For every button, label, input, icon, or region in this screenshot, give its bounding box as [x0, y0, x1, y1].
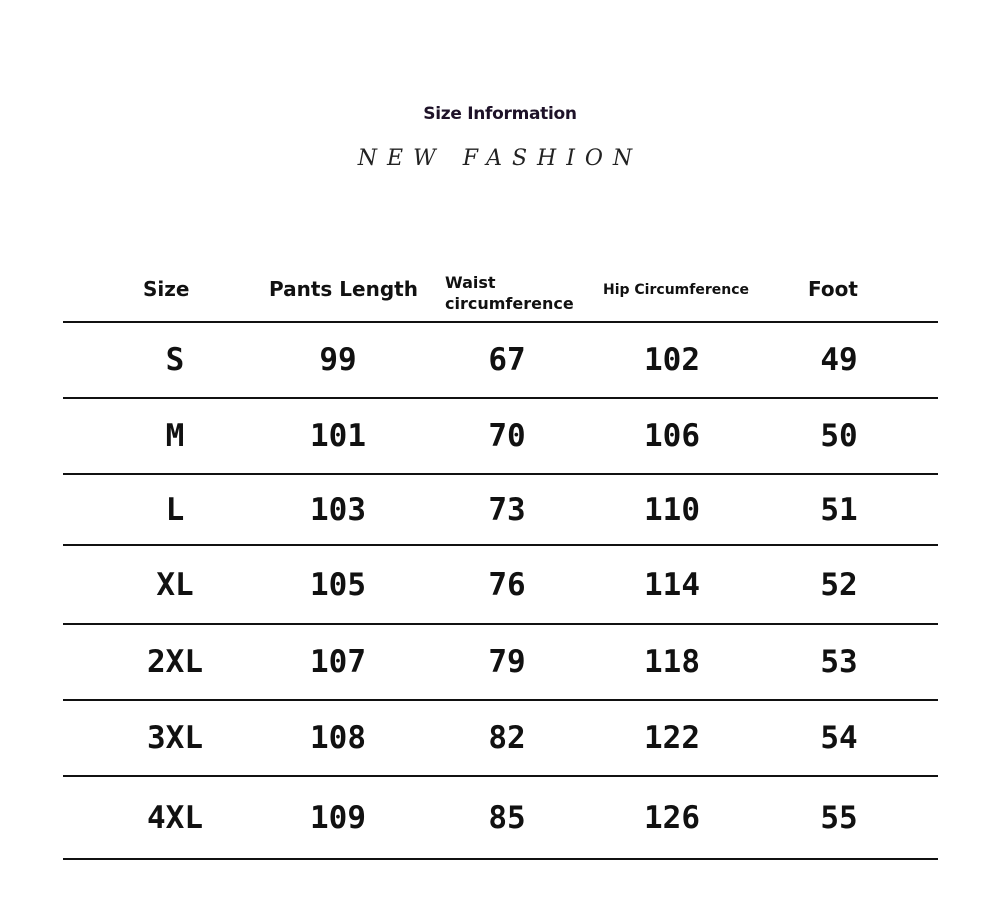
cell-hip: 118 [644, 644, 700, 680]
cell-hip: 126 [644, 800, 700, 836]
cell-pants-length: 99 [319, 342, 357, 378]
header-hip-circumference: Hip Circumference [603, 282, 749, 298]
cell-size: L [165, 492, 185, 528]
cell-waist: 79 [488, 644, 526, 680]
cell-pants-length: 109 [310, 800, 366, 836]
cell-foot: 53 [820, 644, 858, 680]
cell-waist: 70 [488, 418, 526, 454]
cell-size: 4XL [147, 800, 203, 836]
cell-hip: 102 [644, 342, 700, 378]
cell-size: M [165, 418, 185, 454]
cell-foot: 55 [820, 800, 858, 836]
cell-waist: 82 [488, 720, 526, 756]
cell-pants-length: 108 [310, 720, 366, 756]
cell-hip: 114 [644, 567, 700, 603]
cell-hip: 122 [644, 720, 700, 756]
table-row [0, 777, 1000, 859]
cell-waist: 67 [488, 342, 526, 378]
cell-size: 2XL [147, 644, 203, 680]
cell-pants-length: 107 [310, 644, 366, 680]
cell-pants-length: 103 [310, 492, 366, 528]
header-pants-length: Pants Length [269, 277, 418, 301]
cell-waist: 85 [488, 800, 526, 836]
cell-size: 3XL [147, 720, 203, 756]
cell-foot: 51 [820, 492, 858, 528]
page-title: Size Information [423, 104, 577, 124]
table-divider [63, 858, 938, 860]
cell-foot: 50 [820, 418, 858, 454]
table-row [0, 546, 1000, 624]
table-header [0, 266, 1000, 320]
cell-pants-length: 105 [310, 567, 366, 603]
cell-waist: 73 [488, 492, 526, 528]
page-subtitle: NEW FASHION [357, 146, 643, 171]
table-row [0, 323, 1000, 397]
header-foot: Foot [808, 277, 858, 301]
header-waist-circumference: Waist circumference [445, 273, 574, 313]
table-row [0, 701, 1000, 775]
table-row [0, 475, 1000, 545]
cell-pants-length: 101 [310, 418, 366, 454]
cell-foot: 49 [820, 342, 858, 378]
cell-size: XL [156, 567, 194, 603]
cell-hip: 106 [644, 418, 700, 454]
table-row [0, 625, 1000, 699]
cell-foot: 52 [820, 567, 858, 603]
header-size: Size [143, 277, 190, 301]
cell-hip: 110 [644, 492, 700, 528]
cell-foot: 54 [820, 720, 858, 756]
cell-waist: 76 [488, 567, 526, 603]
cell-size: S [165, 342, 185, 378]
table-row [0, 399, 1000, 473]
